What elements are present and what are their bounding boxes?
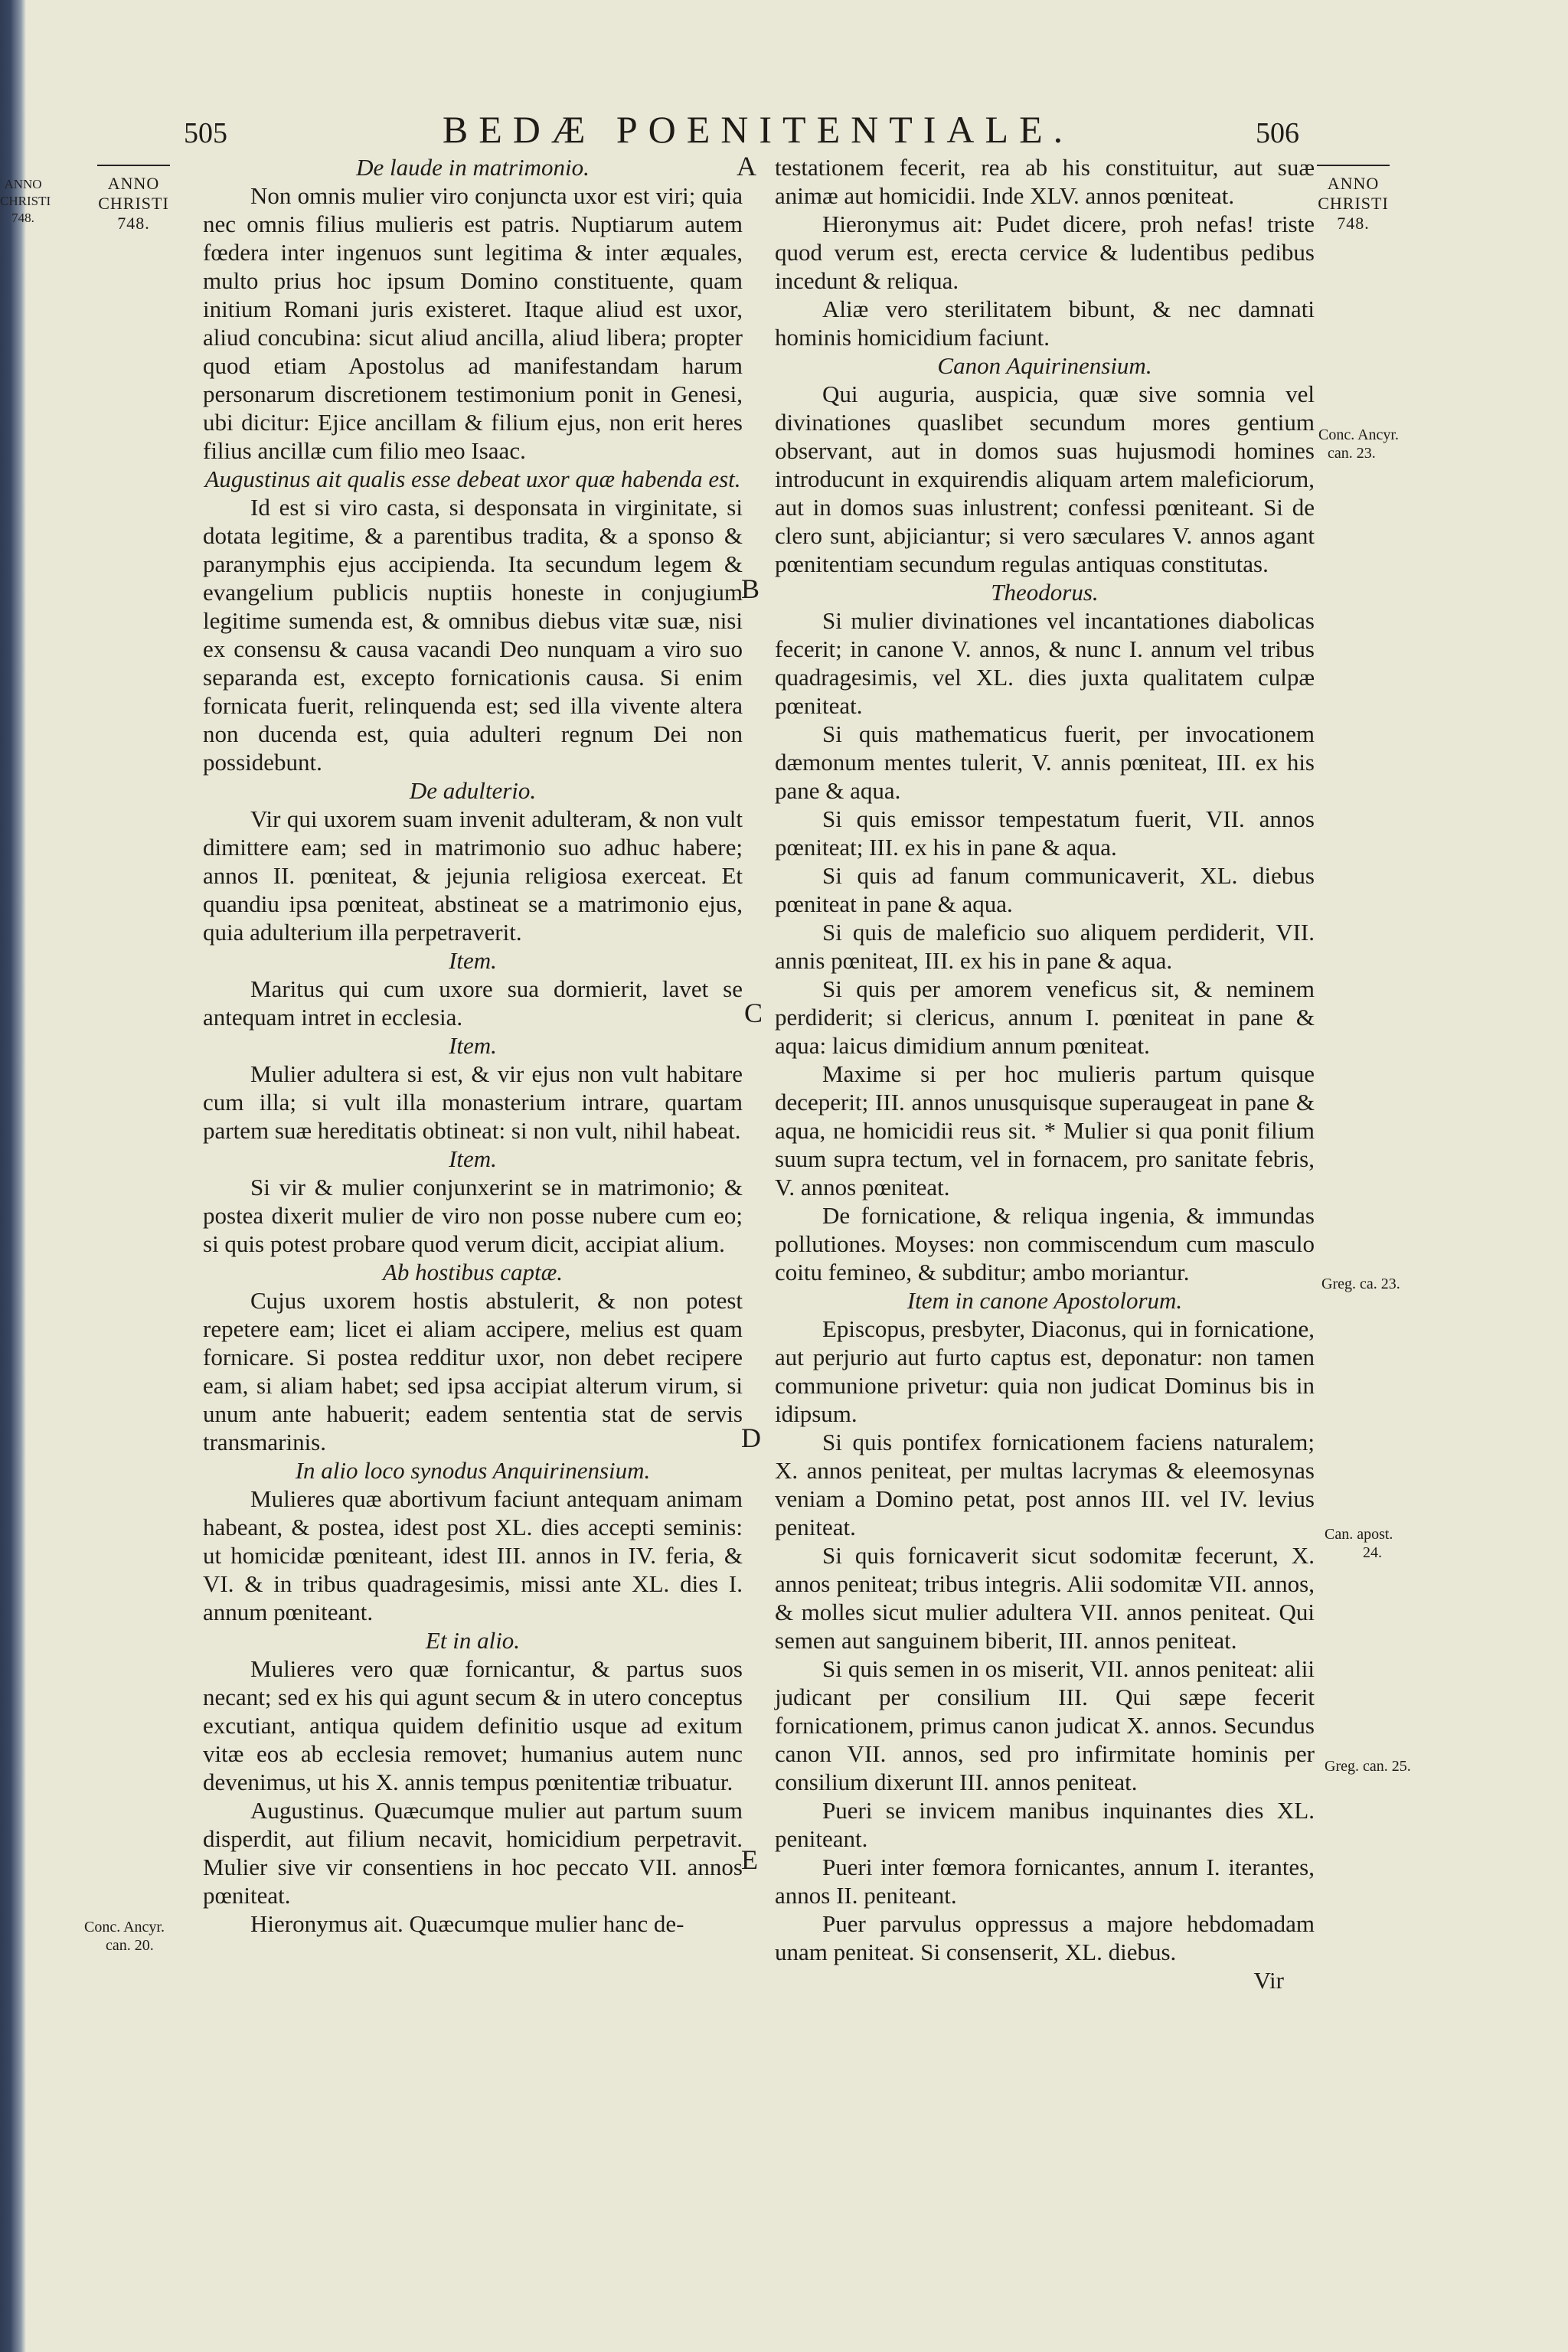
book-spine <box>0 0 26 2352</box>
paragraph: Hieronymus ait: Pudet dicere, proh nefas! triste quod verum est, erecta cervice & ludentibus pedibus incedunt & reliqua. <box>775 211 1315 294</box>
anno-label: ANNO <box>1327 174 1380 193</box>
margin-note-can-apost <box>1325 1525 1439 1562</box>
paragraph: Non omnis mulier viro conjuncta uxor est viri; quia nec omnis filius mulieris est patris. Nuptiarum autem fœdera inter ingenuos sunt legitima & inter æquales, multo prius hoc ipsum Domino constituente, quam initium Romani juris existeret. Itaque aliud est uxor, aliud concubina: sicut aliud ancilla, aliud libera; propter quod etiam Apostolus ad manifestandam harum personarum discretionem testimonium ponit in Genesi, ubi dicitur: Ejice ancillam & filium ejus, non erit heres filius ancillæ cum filio meo Isaac. <box>203 182 743 464</box>
note-line: can. 20. <box>106 1937 154 1954</box>
left-column <box>203 153 743 1938</box>
rubric-heading: Ab hostibus captæ. <box>382 1259 564 1285</box>
paragraph: Augustinus. Quæcumque mulier aut partum suum disperdit, aut filium necavit, homicidium perpetravit. Mulier sive vir consentiens in hoc peccato VII. annos pœniteat. <box>203 1797 743 1909</box>
rubric-heading: Et in alio. <box>425 1627 521 1654</box>
paragraph: Si quis semen in os miserit, VII. annos peniteat: alii judicant per consilium III. Qui sæpe fecerit fornicationem, primus canon judicat X. annos. Secundus canon VII. annos, sed pro infirmitate hominis per consilium dixerunt III. annos peniteat. <box>775 1655 1315 1795</box>
note-line: Conc. Ancyr. <box>1318 426 1399 443</box>
paragraph: Mulieres quæ abortivum faciunt antequam animam habeant, & postea, idest post XL. dies accepti seminis: ut homicidæ pœniteant, idest III. annos in IV. feria, & VI. & in tribus quadragesimis, missi ante XL. dies I. annum pœniteant. <box>203 1485 743 1625</box>
paragraph: Vir qui uxorem suam invenit adulteram, & non vult dimittere eam; sed in matrimonio suo adhuc habere; annos II. pœniteat, & jejunia religiosa exerceat. Et quandiu ipsa pœniteat, abstineat se a matrimonio ejus, quia adulterium illa perpetraverit. <box>203 805 743 946</box>
right-page-number: 506 <box>1256 117 1299 149</box>
right-anno-christi <box>1305 165 1401 234</box>
left-page-number: 505 <box>184 117 227 149</box>
paragraph: Si vir & mulier conjunxerint se in matrimonio; & postea dixerit mulier de viro non posse nubere cum eo; si quis potest probare quod verum dicit, accipiat alium. <box>203 1174 743 1257</box>
paragraph: Si quis fornicaverit sicut sodomitæ fecerunt, X. annos peniteat; tribus integris. Alii sodomitæ VII. annos, & molles sicut mulier adultera VII. annos peniteat. Qui semen aut sanguinem biberit, III. annos peniteat. <box>775 1542 1315 1654</box>
note-line: can. 23. <box>1328 445 1376 462</box>
right-column <box>775 153 1315 1994</box>
rubric-heading: Item. <box>449 1032 497 1059</box>
paragraph: Si quis ad fanum communicaverit, XL. diebus pœniteat in pane & aqua. <box>775 862 1315 917</box>
margin-rule <box>97 165 170 166</box>
paragraph: Aliæ vero sterilitatem bibunt, & nec damnati hominis homicidium faciunt. <box>775 296 1315 351</box>
rubric-heading: De adulterio. <box>409 777 537 804</box>
note-line: Conc. Ancyr. <box>84 1919 165 1936</box>
section-letter-a: A <box>737 151 756 181</box>
rubric-heading: Item. <box>449 947 497 974</box>
paragraph: Cujus uxorem hostis abstulerit, & non potest repetere eam; licet ei aliam accipere, melius est quam fornicare. Si postea redditur uxor, non debet recipere eam, si aliam habet; sed ipsa accipiat alterum virum, si unum ante habuerit; eadem sententia stat de servis transmarinis. <box>203 1287 743 1455</box>
paragraph: Si quis de maleficio suo aliquem perdiderit, VII. annis pœniteat, III. ex his in pane & aqua. <box>775 919 1315 974</box>
prev-anno: ANNO <box>4 177 42 191</box>
rubric-heading: Augustinus ait qualis esse debeat uxor quæ habenda est. <box>204 466 741 492</box>
paragraph: Si quis emissor tempestatum fuerit, VII. annos pœniteat; III. ex his in pane & aqua. <box>775 805 1315 861</box>
paragraph: Si quis pontifex fornicationem faciens naturalem; X. annos peniteat, per multas lacrymas & eleemosynas veniam a Domino petat, post annos III. vel IV. levius peniteat. <box>775 1429 1315 1540</box>
paragraph: Qui auguria, auspicia, quæ sive somnia vel divinationes quaslibet secundum mores gentium observant, aut in domos suas hujusmodi homines introducunt in exquirendis aliquam artem maleficiorum, aut in domos suas inlustrent; confessi pœniteant. Si de clero sunt, abjiciantur; si vero sæculares V. annos agant pœnitentiam secundum regulas antiquas constitutas. <box>775 381 1315 577</box>
christi-label: CHRISTI <box>98 194 169 213</box>
year-label: 748. <box>1337 214 1370 233</box>
rubric-heading: Canon Aquirinensium. <box>937 352 1152 379</box>
note-line: Can. apost. <box>1325 1526 1393 1543</box>
note-line: 24. <box>1363 1544 1382 1561</box>
paragraph: Si quis mathematicus fuerit, per invocationem dæmonum mentes tulerit, V. annis pœniteat, III. ex his pane & aqua. <box>775 720 1315 804</box>
margin-rule <box>1317 165 1390 166</box>
paragraph: Mulieres vero quæ fornicantur, & partus suos necant; sed ex his qui agunt secum & in utero conceptus excutiant, antiqua quidem definitio usque ad exitum vitæ eos ab ecclesia removet; humanius autem nunc devenimus, ut his X. annis tempus pœnitentiæ tribuatur. <box>203 1655 743 1795</box>
paragraph: Si mulier divinationes vel incantationes diabolicas fecerit; in canone V. annos, & nunc I. annum vel tribus quadragesimis, vel XL. dies juxta qualitatem culpæ pœniteat. <box>775 607 1315 719</box>
margin-note-greg-23: Greg. ca. 23. <box>1321 1276 1400 1292</box>
paragraph: Pueri inter fœmora fornicantes, annum I. iterantes, annos II. peniteant. <box>775 1854 1315 1909</box>
rubric-heading: Theodorus. <box>991 579 1099 606</box>
section-letter-e: E <box>741 1844 758 1875</box>
paragraph: Puer parvulus oppressus a majore hebdomadam unam peniteat. Si consenserit, XL. diebus. <box>775 1910 1315 1965</box>
rubric-heading: Item. <box>449 1145 497 1172</box>
section-letter-c: C <box>744 998 763 1028</box>
margin-note-greg-25: Greg. can. 25. <box>1325 1758 1411 1775</box>
paragraph: Id est si viro casta, si desponsata in virginitate, si dotata legitime, & a parentibus tradita, & a sponso & paranymphis ejus accipienda. Ita secundum legem & evangelium publicis nuptiis honeste in conjugium legitime sumenda est, & omnibus diebus vitæ suæ, nisi ex consensu & causa vacandi Deo nunquam a viro suo separanda est, excepto fornicationis causa. Si enim fornicata fuerit, relinquenda est; sed illa vivente altera non ducenda est, quia adulteri regnum Dei non possidebunt. <box>203 494 743 776</box>
anno-label: ANNO <box>107 174 160 193</box>
paragraph: Maritus qui cum uxore sua dormierit, lavet se antequam intret in ecclesia. <box>203 975 743 1031</box>
paragraph: Episcopus, presbyter, Diaconus, qui in fornicatione, aut perjurio aut furto captus est, deponatur: non tamen communione privetur: quia non judicat Dominus bis in idipsum. <box>775 1315 1315 1427</box>
previous-page-margin <box>0 176 51 227</box>
paragraph: Pueri se invicem manibus inquinantes dies XL. peniteant. <box>775 1797 1315 1852</box>
year-label: 748. <box>117 214 150 233</box>
prev-year: 748. <box>11 211 34 225</box>
section-letter-d: D <box>741 1423 761 1453</box>
paragraph-continued: testationem fecerit, rea ab his constituitur, aut suæ animæ aut homicidii. Inde XLV. annos pœniteat. <box>775 154 1315 209</box>
margin-note-conc-ancyr-right <box>1318 426 1433 462</box>
running-title: BEDÆ POENITENTIALE. <box>442 108 1074 151</box>
paragraph: Maxime si per hoc mulieris partum quisque deceperit; III. annos unusquisque superaugeat in pane & aqua, ne homicidii reus sit. * Mulier si qua ponit filium suum supra tectum, vel in fornacem, pro sanitate febris, V. annos pœniteat. <box>775 1060 1315 1200</box>
margin-note-conc-ancyr-left <box>84 1918 191 1955</box>
left-anno-christi <box>86 165 181 234</box>
section-letter-b: B <box>741 573 760 604</box>
christi-label: CHRISTI <box>1318 194 1389 213</box>
paragraph: Mulier adultera si est, & vir ejus non vult habitare cum illa; si vult illa monasterium intrare, quartam partem suæ hereditatis obtineat: si non vult, nihil habeat. <box>203 1060 743 1144</box>
paragraph: Si quis per amorem veneficus sit, & neminem perdiderit; si clericus, annum I. pœniteat in pane & aqua: laicus dimidium annum pœniteat. <box>775 975 1315 1059</box>
rubric-heading: In alio loco synodus Anquirinensium. <box>295 1457 651 1484</box>
prev-christi: CHRISTI <box>0 194 51 208</box>
rubric-heading: De laude in matrimonio. <box>356 154 590 181</box>
paragraph: De fornicatione, & reliqua ingenia, & immundas pollutiones. Moyses: non commiscendum cum masculo coitu femineo, & subditur; ambo moriantur. <box>775 1202 1315 1285</box>
catchword: Vir <box>1253 1967 1284 1994</box>
paragraph: Hieronymus ait. Quæcumque mulier hanc de- <box>250 1910 684 1937</box>
rubric-heading: Item in canone Apostolorum. <box>906 1287 1183 1314</box>
